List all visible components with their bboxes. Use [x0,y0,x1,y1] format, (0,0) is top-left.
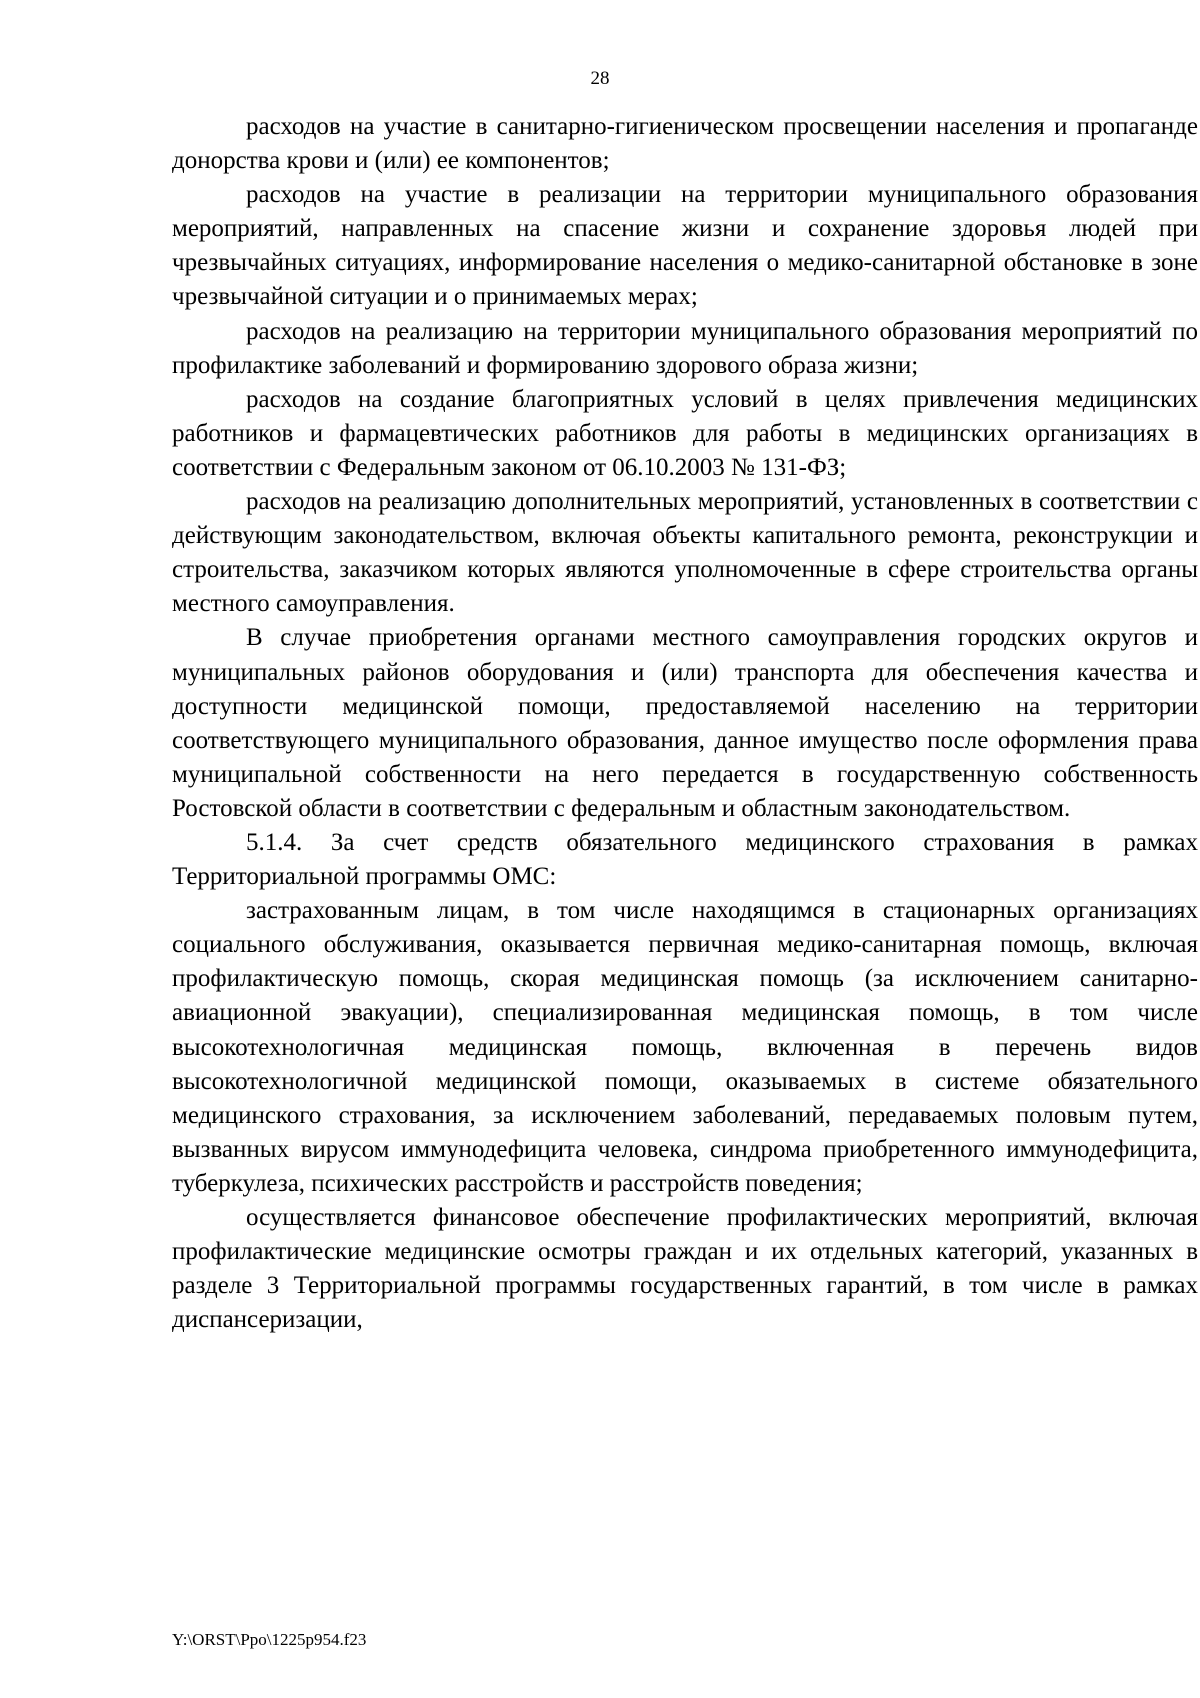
paragraph: застрахованным лицам, в том числе находящимся в стационарных организациях социального обслуживания, оказывается первичная медико-санитарная помощь, включая профилактическую помощь, скорая медицинская помощь (за исключением санитарно-авиационной эвакуации), специализированная медицинская помощь, в том числе высокотехнологичная медицинская помощь, включенная в перечень видов высокотехнологичной медицинской помощи, оказываемых в системе обязательного медицинского страхования, за исключением заболеваний, передаваемых половым путем, вызванных вирусом иммунодефицита человека, синдрома приобретенного иммунодефицита, туберкулеза, психических расстройств и расстройств поведения; [172,897,1198,1197]
paragraph: расходов на создание благоприятных условий в целях привлечения медицинских работников и фармацевтических работников для работы в медицинских организациях в соответствии с Федеральным законом от 06.10.2003 № 131-ФЗ; [172,385,1198,481]
paragraph: В случае приобретения органами местного самоуправления городских округов и муниципальных районов оборудования и (или) транспорта для обеспечения качества и доступности медицинской помощи, предоставляемой населению на территории соответствующего муниципального образования, данное имущество после оформления права муниципальной собственности на него передается в государственную собственность Ростовской области в соответствии с федеральным и областным законодательством. [172,624,1198,822]
page-number: 28 [590,68,610,89]
paragraph: расходов на участие в реализации на территории муниципального образования мероприятий, направленных на спасение жизни и сохранение здоровья людей при чрезвычайных ситуациях, информирование населения о медико-санитарной обстановке в зоне чрезвычайной ситуации и о принимаемых мерах; [172,181,1198,311]
footer-file-path: Y:\ORST\Ppo\1225p954.f23 [172,1630,367,1649]
paragraph: осуществляется финансовое обеспечение профилактических мероприятий, включая профилактические медицинские осмотры граждан и их отдельных категорий, указанных в разделе 3 Территориальной программы государственных гарантий, в том числе в рамках диспансеризации, [172,1204,1198,1334]
paragraph: расходов на участие в санитарно-гигиеническом просвещении населения и пропаганде донорства крови и (или) ее компонентов; [172,113,1198,175]
paragraph: расходов на реализацию дополнительных мероприятий, установленных в соответствии с действующим законодательством, включая объекты капитального ремонта, реконструкции и строительства, заказчиком которых являются уполномоченные в сфере строительства органы местного самоуправления. [172,488,1198,618]
paragraph: расходов на реализацию на территории муниципального образования мероприятий по профилактике заболеваний и формированию здорового образа жизни; [172,317,1198,379]
paragraph: 5.1.4. За счет средств обязательного медицинского страхования в рамках Территориальной программы ОМС: [172,828,1198,891]
document-body [172,110,1198,1337]
